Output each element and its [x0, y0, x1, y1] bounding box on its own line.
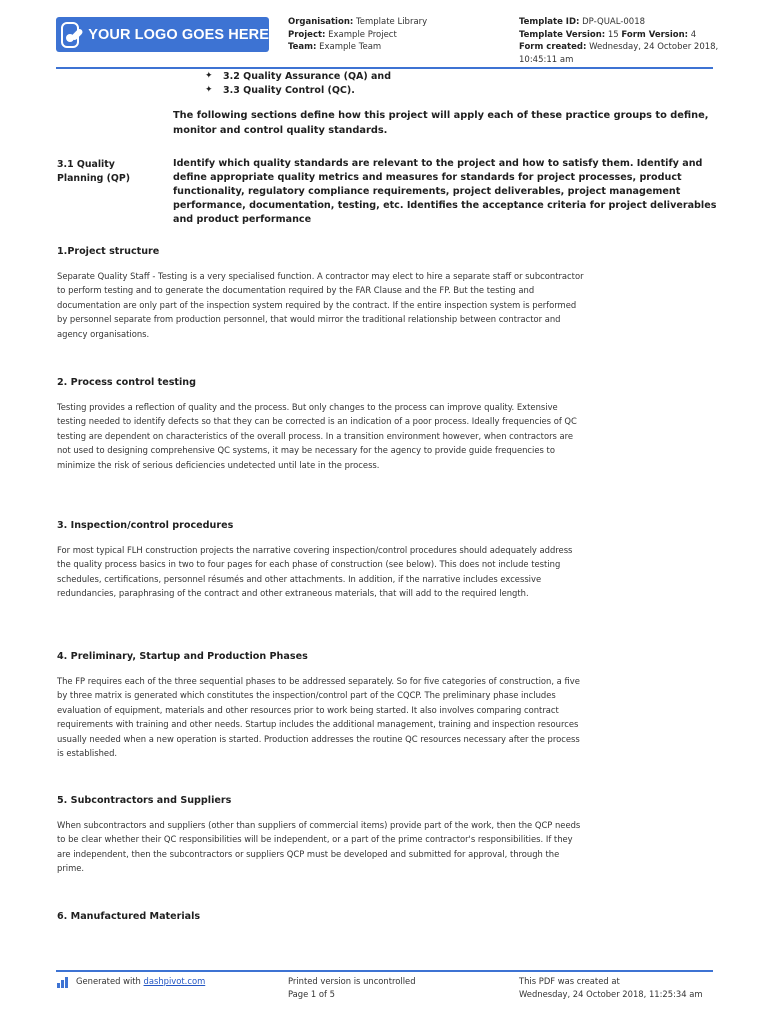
project-row: Project: Example Project — [288, 29, 397, 40]
section-body: For most typical FLH construction projects the narrative covering inspection/control procedures should adequately address the quality process basics in two to four pages for each phase of construction (see below). This does not include testing schedules, certifications, personnel résumés and other attachments. In addition, if the narrative includes excessive redundancies, paraphrasing of the contract and other extraneous materials, that will add to the required length. — [57, 545, 573, 599]
organisation-row: Organisation: Template Library — [288, 17, 428, 27]
section-title: 3. Inspection/control procedures — [57, 520, 234, 531]
team-row: Team: Example Team — [288, 42, 382, 52]
section-project-structure — [57, 246, 587, 341]
generated-prefix: Generated with — [76, 976, 141, 986]
list-item: ✦ 3.3 Quality Control (QC). — [205, 84, 391, 98]
dashpivot-link[interactable]: dashpivot.com — [143, 976, 206, 986]
section-body: The FP requires each of the three sequential phases to be addressed separately. So for five categories of construction, a five by three matrix is generated which constitutes the inspection/control part of the CQCP. The preliminary phase includes evaluation of equipment, materials and other resources prior to work being started. It also involves comparing contract requirements with training and other needs. Startup includes the additional management, training and inspection resources usually needed when a new operation is started. Production addresses the routine QC resources necessary after the process is established. — [57, 676, 580, 759]
section-process-control-testing — [57, 377, 587, 472]
footer-page-info — [288, 975, 416, 1000]
footer-generated — [76, 975, 205, 988]
quality-planning-text: Identify which quality standards are relevant to the project and how to satisfy them. Identify and define appropriate quality metrics and measures for standards for project processes, product functionality, regulatory compliance requirements, project deliverables, project management performance, documentation, testing, etc. Identifies the acceptance criteria for project deliverables and product performance — [173, 158, 717, 225]
section-title: 2. Process control testing — [57, 377, 196, 388]
company-logo — [56, 17, 269, 52]
section-body: Separate Quality Staff - Testing is a very specialised function. A contractor may elect to hire a separate staff or subcontractor to perform testing and to generate the documentation required by the FAR Clause and the FP. But the testing and documentation are only part of the inspection system required by the contract. If the entire inspection system is performed by personnel separate from production personnel, that would mirror the traditional relationship between contractor and agency organisations. — [57, 271, 584, 339]
page-number: Page 1 of 5 — [288, 988, 335, 999]
template-version-row: Template Version: 15 Form Version: 4 — [519, 29, 697, 40]
section-title: 4. Preliminary, Startup and Production Phases — [57, 651, 308, 662]
template-meta — [519, 16, 719, 66]
project-meta — [288, 16, 503, 54]
section-title: 6. Manufactured Materials — [57, 911, 201, 922]
header-divider — [56, 67, 713, 69]
section-title: 1.Project structure — [57, 246, 160, 257]
pdf-created-value: Wednesday, 24 October 2018, 11:25:34 am — [519, 988, 703, 999]
printed-note: Printed version is uncontrolled — [288, 976, 416, 986]
template-id-row: Template ID: DP-QUAL-0018 — [519, 17, 646, 27]
practice-group-list — [205, 70, 391, 97]
quality-planning-label: 3.1 Quality Planning (QP) — [57, 159, 131, 184]
section-body: When subcontractors and suppliers (other than suppliers of commercial items) provide part of the work, then the QCP needs to be clear whether their QC responsibilities will be independent, or a part of the prime contractor's responsibilities. If they are independent, then the subcontractors or suppliers QCP must be developed and submitted for approval, through the prime. — [57, 820, 581, 874]
section-title: 5. Subcontractors and Suppliers — [57, 795, 232, 806]
bar-chart-icon — [57, 977, 71, 988]
section-phases — [57, 651, 587, 760]
intro-paragraph: The following sections define how this project will apply each of these practice groups to define, monitor and control quality standards. — [173, 110, 709, 136]
section-inspection-procedures — [57, 520, 587, 601]
footer-divider — [56, 970, 713, 972]
form-created-row: Form created: Wednesday, 24 October 2018, 10:45:11 am — [519, 42, 719, 65]
logo-icon — [61, 22, 79, 48]
logo-text: YOUR LOGO GOES HERE — [88, 26, 269, 43]
section-manufactured-materials — [57, 911, 587, 934]
pdf-created-label: This PDF was created at — [519, 976, 620, 986]
list-item: ✦ 3.2 Quality Assurance (QA) and — [205, 70, 391, 84]
section-subcontractors — [57, 795, 587, 876]
footer-pdf-created — [519, 975, 703, 1000]
page-header — [0, 0, 768, 68]
section-body: Testing provides a reflection of quality and the process. But only changes to the process can improve quality. Extensive testing needed to identify defects so that they can be corrected is an indication of a poor process. Ideally frequencies of QC testing are dependent on characteristics of the overall process. In a transition environment however, when contractors are not used to designing comprehensive QC systems, it may be necessary for the agency to provide guide frequencies to minimize the risk of serious deficiencies undetected until late in the process. — [57, 402, 577, 470]
